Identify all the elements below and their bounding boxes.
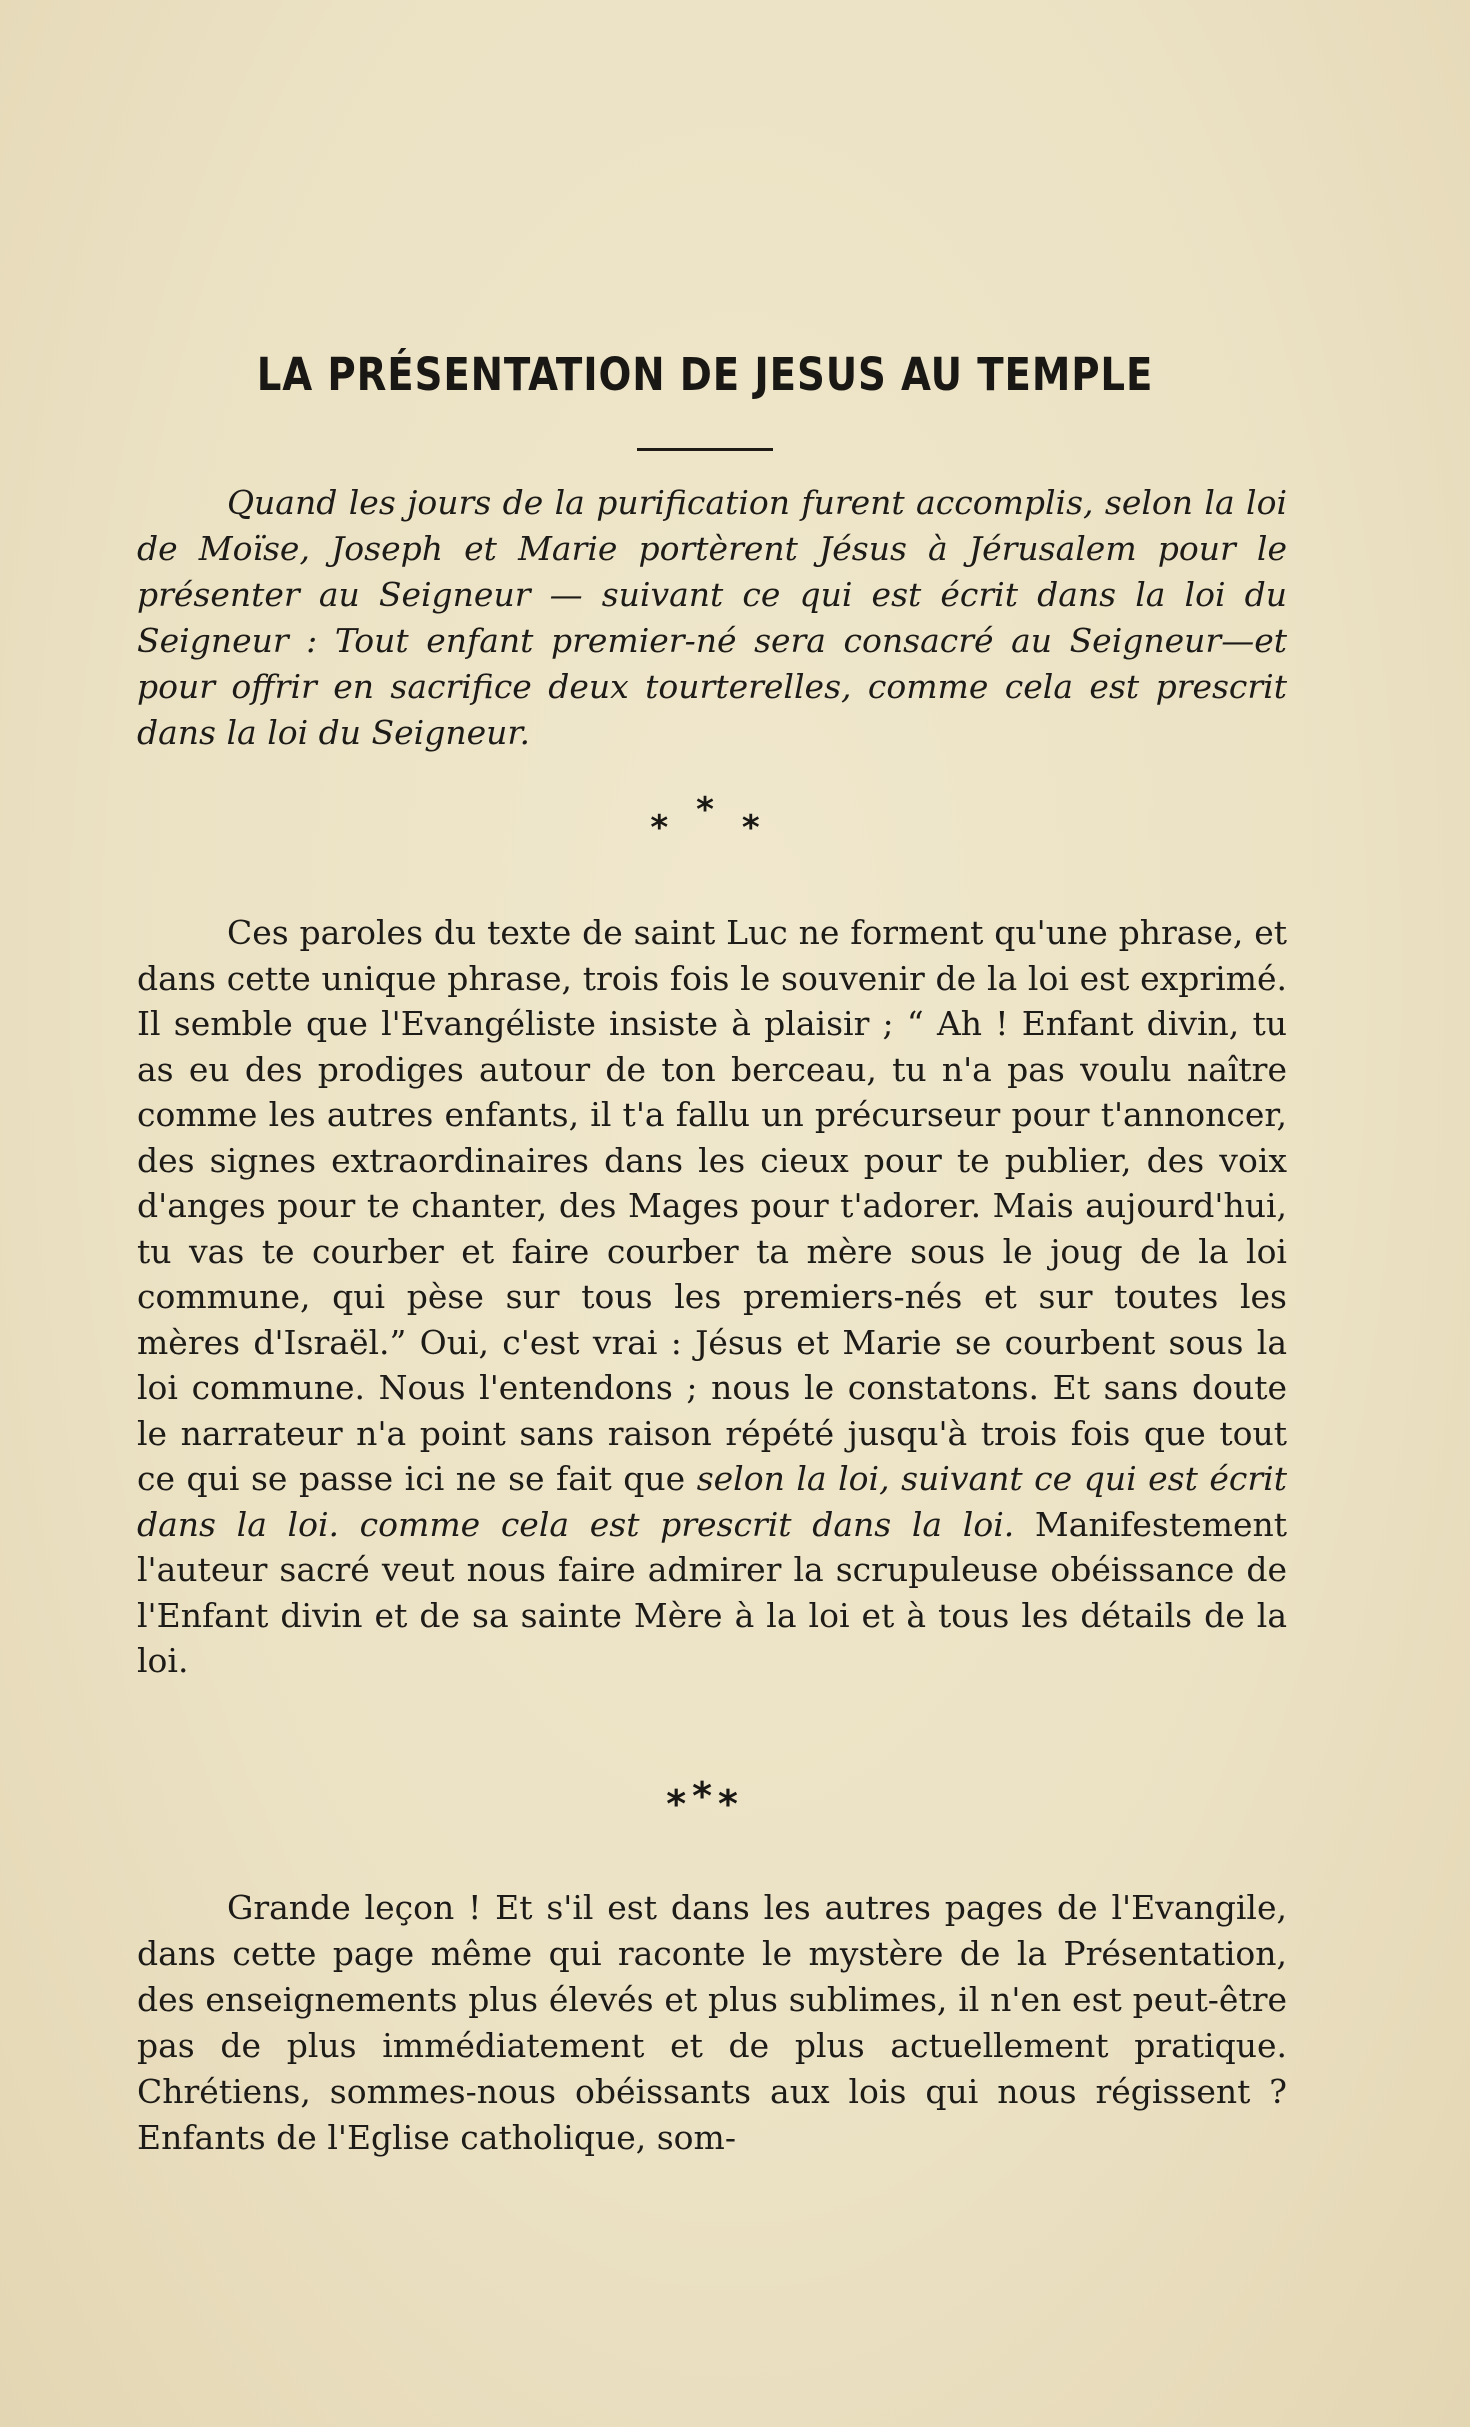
- paragraph-1: [137, 910, 1287, 1684]
- asterisk-top-2: *: [692, 1774, 718, 1818]
- asterisk-left: *: [650, 808, 669, 848]
- paragraph-2: [137, 1885, 1287, 2161]
- paragraph-2-text: Grande leçon ! Et s'il est dans les autres pages de l'Evangile, dans cette page même qui raconte le mystère de la Présentation, des enseignements plus élevés et plus sublimes, il n'en est peut-être pas de plus immédiatement et de plus actuellement pratique. Chrétiens, sommes-nous obéissants aux lois qui nous régissent ? Enfants de l'Eglise catholique, som-: [137, 1888, 1287, 2157]
- asterisk-left-2: *: [666, 1782, 693, 1826]
- asterism-ornament-2: [0, 1774, 1410, 1826]
- paragraph-1-italic: selon la loi, suivant ce qui est écrit dans la loi. comme cela est prescrit dans la loi.: [137, 1459, 1287, 1544]
- chapter-title: LA PRÉSENTATION DE JESUS AU TEMPLE: [256, 348, 1154, 401]
- epigraph-text: Quand les jours de la purification furent accomplis, selon la loi de Moïse, Joseph et Marie portèrent Jésus à Jérusalem pour le présenter au Seigneur — suivant ce qui est écrit dans la loi du Seigneur : Tout enfant premier-né sera consacré au Seigneur—et pour offrir en sacrifice deux tourterelles, comme cela est prescrit dans la loi du Seigneur.: [137, 483, 1287, 752]
- asterism-ornament: [0, 790, 1410, 848]
- asterisk-top: *: [696, 790, 714, 830]
- asterisk-right-2: *: [717, 1782, 744, 1826]
- paragraph-1-part-1: Ces paroles du texte de saint Luc ne forment qu'une phrase, et dans cette unique phrase, trois fois le souvenir de la loi est exprimé. Il semble que l'Evangéliste insiste à plaisir ; “ Ah ! Enfant divin, tu as eu des prodiges autour de ton berceau, tu n'a pas voulu naître comme les autres enfants, il t'a fallu un précurseur pour t'annoncer, des signes extraordinaires dans les cieux pour te publier, des voix d'anges pour te chanter, des Mages pour t'adorer. Mais aujourd'hui, tu vas te courber et faire courber ta mère sous le joug de la loi commune, qui pèse sur tous les premiers-nés et sur toutes les mères d'Israël.” Oui, c'est vrai : Jésus et Marie se courbent sous la loi commune. Nous l'entendons ; nous le constatons. Et sans doute le narrateur n'a point sans raison répété jusqu'à trois fois que tout ce qui se passe ici ne se fait que: [137, 913, 1287, 1498]
- title-rule: [637, 448, 773, 451]
- paragraph-1-part-2: Manifestement l'auteur sacré veut nous faire admirer la scrupuleuse obéissance de l'Enfant divin et de sa sainte Mère à la loi et à tous les détails de la loi.: [137, 1504, 1287, 1680]
- paragraph-1-text: [137, 910, 1287, 1684]
- asterisk-right: *: [741, 808, 760, 848]
- epigraph: [137, 480, 1287, 756]
